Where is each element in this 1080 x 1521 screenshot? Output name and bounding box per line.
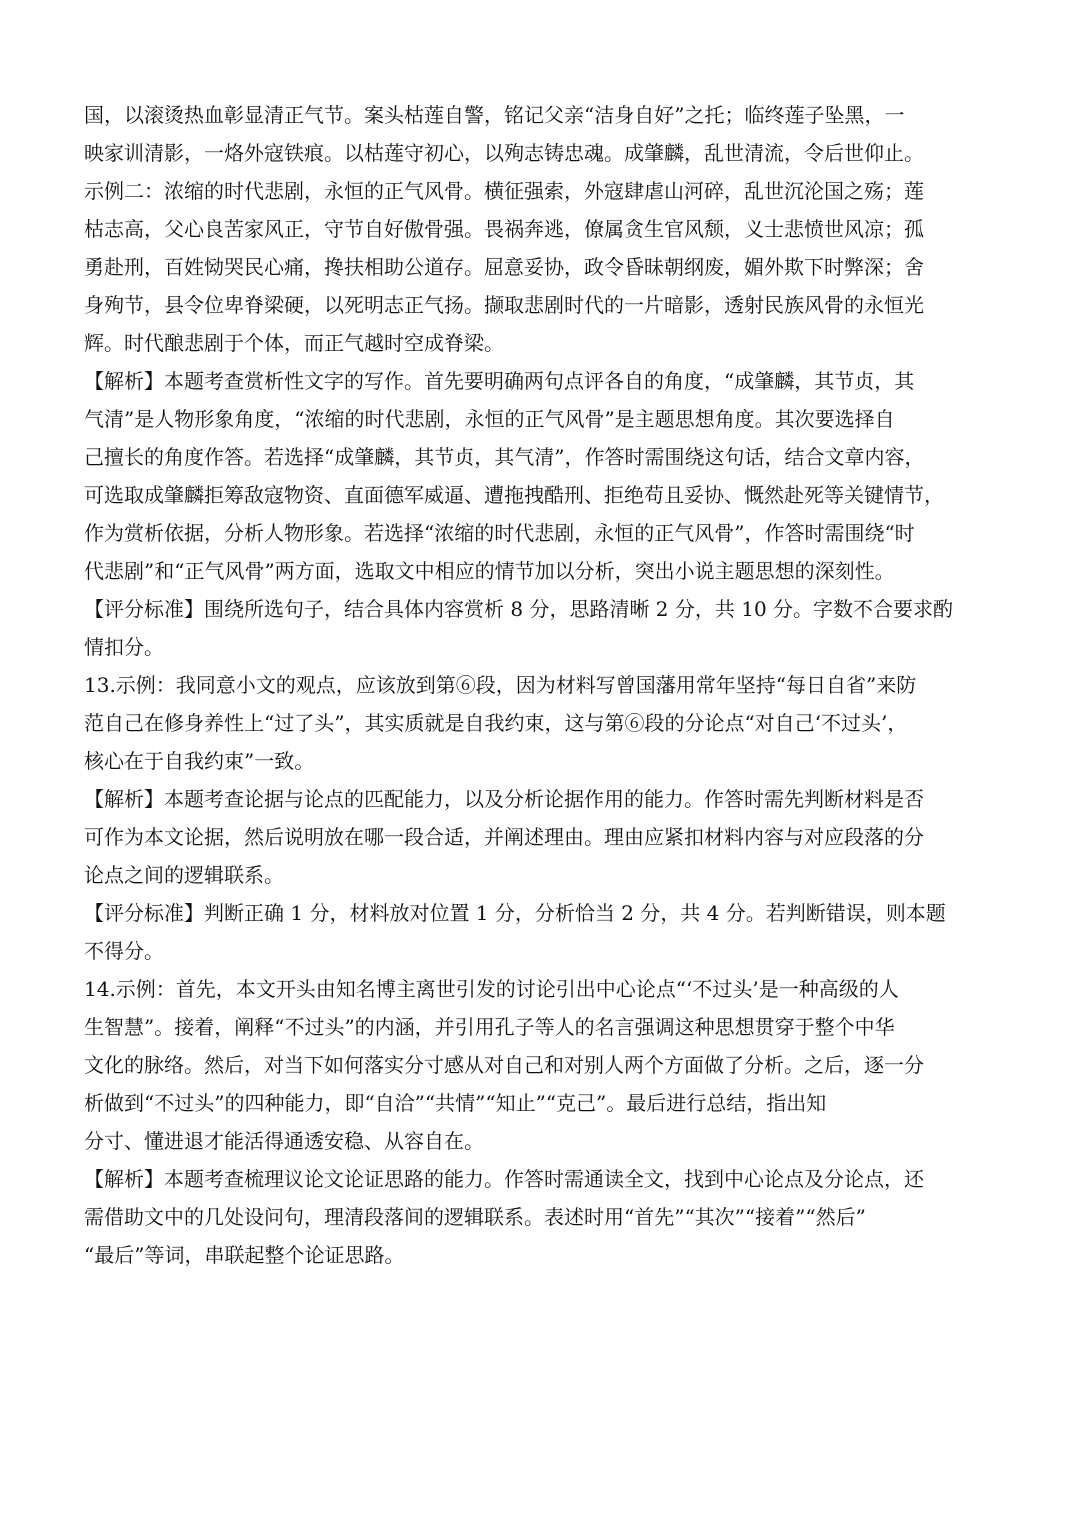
document-page bbox=[84, 96, 1004, 1274]
paragraph-scoring-12 bbox=[84, 590, 1004, 666]
text-line: 可选取成肇麟拒筹敌寇物资、直面德军威逼、遭拖拽酷刑、拒绝苟且妥协、慨然赴死等关键情节， bbox=[84, 483, 944, 507]
text-line: 气清”是人物形象角度，“浓缩的时代悲剧，永恒的正气风骨”是主题思想角度。其次要选择自 bbox=[84, 407, 895, 431]
text-line: 映家训清影，一烙外寇铁痕。以枯莲守初心，以殉志铸忠魂。成肇麟，乱世清流，令后世仰止。 bbox=[84, 141, 924, 165]
paragraph-answer-13 bbox=[84, 666, 1004, 780]
text-line: 【解析】本题考查论据与论点的匹配能力，以及分析论据作用的能力。作答时需先判断材料是否 bbox=[84, 787, 924, 811]
text-line: “最后”等词，串联起整个论证思路。 bbox=[84, 1243, 405, 1267]
text-line: 身殉节，县令位卑脊梁硬，以死明志正气扬。撷取悲剧时代的一片暗影，透射民族风骨的永恒光 bbox=[84, 293, 924, 317]
text-line: 【评分标准】围绕所选句子，结合具体内容赏析 8 分，思路清晰 2 分，共 10 分。字数不合要求酌 bbox=[84, 597, 954, 621]
text-line: 己擅长的角度作答。若选择“成肇麟，其节贞，其气清”，作答时需围绕这句话，结合文章内容， bbox=[84, 445, 925, 469]
text-line: 情扣分。 bbox=[84, 635, 164, 659]
paragraph-example-one-ending bbox=[84, 96, 1004, 172]
text-line: 需借助文中的几处设问句，理清段落间的逻辑联系。表述时用“首先”“其次”“接着”“然后” bbox=[84, 1205, 866, 1229]
text-line: 13.示例：我同意小文的观点，应该放到第⑥段，因为材料写曾国藩用常年坚持“每日自省”来防 bbox=[84, 673, 917, 697]
text-line: 文化的脉络。然后，对当下如何落实分寸感从对自己和对别人两个方面做了分析。之后，逐一分 bbox=[84, 1053, 924, 1077]
text-line: 14.示例：首先，本文开头由知名博主离世引发的讨论引出中心论点“‘不过头’是一种高级的人 bbox=[84, 977, 899, 1001]
paragraph-example-two bbox=[84, 172, 1004, 362]
paragraph-analysis-12 bbox=[84, 362, 1004, 590]
text-line: 论点之间的逻辑联系。 bbox=[84, 863, 284, 887]
text-line: 析做到“不过头”的四种能力，即“自洽”“共情”“知止”“克己”。最后进行总结，指出知 bbox=[84, 1091, 827, 1115]
text-line: 【解析】本题考查赏析性文字的写作。首先要明确两句点评各自的角度，“成肇麟，其节贞，其 bbox=[84, 369, 915, 393]
text-line: 【评分标准】判断正确 1 分，材料放对位置 1 分，分析恰当 2 分，共 4 分。若判断错误，则本题 bbox=[84, 901, 946, 925]
text-line: 【解析】本题考查梳理议论文论证思路的能力。作答时需通读全文，找到中心论点及分论点，还 bbox=[84, 1167, 924, 1191]
text-line: 枯志高，父心良苦家风正，守节自好傲骨强。畏祸奔逃，僚属贪生官风颓，义士悲愤世风凉；孤 bbox=[84, 217, 924, 241]
text-line: 作为赏析依据，分析人物形象。若选择“浓缩的时代悲剧，永恒的正气风骨”，作答时需围绕“时 bbox=[84, 521, 915, 545]
text-line: 可作为本文论据，然后说明放在哪一段合适，并阐述理由。理由应紧扣材料内容与对应段落的分 bbox=[84, 825, 924, 849]
text-line: 分寸、懂进退才能活得通透安稳、从容自在。 bbox=[84, 1129, 484, 1153]
text-line: 示例二：浓缩的时代悲剧，永恒的正气风骨。横征强索，外寇肆虐山河碎，乱世沉沦国之殇；莲 bbox=[84, 179, 924, 203]
paragraph-scoring-13 bbox=[84, 894, 1004, 970]
text-line: 代悲剧”和“正气风骨”两方面，选取文中相应的情节加以分析，突出小说主题思想的深刻性。 bbox=[84, 559, 895, 583]
text-line: 不得分。 bbox=[84, 939, 164, 963]
text-line: 生智慧”。接着，阐释“不过头”的内涵，并引用孔子等人的名言强调这种思想贯穿于整个中华 bbox=[84, 1015, 895, 1039]
text-line: 核心在于自我约束”一致。 bbox=[84, 749, 315, 773]
paragraph-answer-14 bbox=[84, 970, 1004, 1160]
paragraph-analysis-14 bbox=[84, 1160, 1004, 1274]
text-line: 勇赴刑，百姓恸哭民心痛，搀扶相助公道存。屈意妥协，政令昏昧朝纲废，媚外欺下时弊深；舍 bbox=[84, 255, 924, 279]
text-line: 国，以滚烫热血彰显清正气节。案头枯莲自警，铭记父亲“洁身自好”之托；临终莲子坠黑，一 bbox=[84, 103, 905, 127]
paragraph-analysis-13 bbox=[84, 780, 1004, 894]
text-line: 辉。时代酿悲剧于个体，而正气越时空成脊梁。 bbox=[84, 331, 504, 355]
text-line: 范自己在修身养性上“过了头”，其实质就是自我约束，这与第⑥段的分论点“对自己‘不过头’， bbox=[84, 711, 908, 735]
